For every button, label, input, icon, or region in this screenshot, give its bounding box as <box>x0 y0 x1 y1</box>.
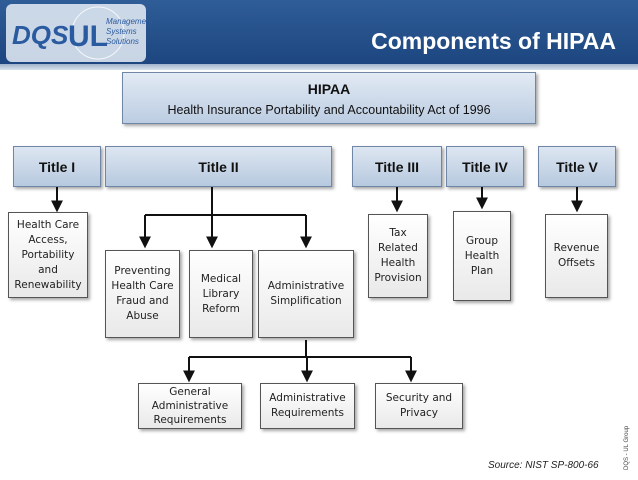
fraud-abuse-box <box>105 250 180 338</box>
title-i-box: Title I <box>13 146 101 187</box>
logo-ul-text: UL <box>68 20 108 53</box>
admin-requirements-box <box>260 383 355 429</box>
logo-sub-3: Solutions <box>106 37 139 46</box>
logo-dqs-text: DQS <box>12 20 69 50</box>
slide-title: Components of HIPAA <box>371 28 616 54</box>
tax-provision-box <box>368 214 428 298</box>
side-watermark-text: DQS - UL Group <box>624 425 630 470</box>
title-v-box: Title V <box>538 146 616 187</box>
tax-provision-label: Tax Related Health Provision <box>374 227 422 284</box>
health-care-access-box <box>8 212 88 298</box>
logo-sub-2: Systems <box>106 27 137 36</box>
hipaa-root-box <box>122 72 536 124</box>
general-admin-box <box>138 383 242 429</box>
title-ii-box: Title II <box>105 146 332 187</box>
fraud-abuse-label: Preventing Health Care Fraud and Abuse <box>111 265 174 322</box>
hipaa-full-name: Health Insurance Portability and Accountability Act of 1996 <box>167 103 491 117</box>
revenue-offsets-box <box>545 214 608 298</box>
side-watermark <box>614 330 634 480</box>
medical-library-box <box>189 250 253 338</box>
title-iv-box: Title IV <box>446 146 524 187</box>
security-privacy-label: Security and Privacy <box>385 392 453 419</box>
source-citation: Source: NIST SP-800-66 <box>488 460 599 471</box>
security-privacy-box <box>375 383 463 429</box>
health-care-access-label: Health Care Access, Portability and Renewability <box>14 218 82 291</box>
logo-sub-1: Management <box>106 17 153 26</box>
admin-requirements-label: Administrative Requirements <box>269 392 346 419</box>
general-admin-label: General Administrative Requirements <box>151 386 229 426</box>
hipaa-name: HIPAA <box>307 81 351 97</box>
admin-simplification-box <box>258 250 354 338</box>
group-health-plan-label: Group Health Plan <box>464 234 500 277</box>
group-health-plan-box <box>453 211 511 301</box>
title-iii-box: Title III <box>352 146 442 187</box>
admin-simplification-label: Administrative Simplification <box>267 280 345 307</box>
medical-library-label: Medical Library Reform <box>200 272 242 315</box>
revenue-offsets-label: Revenue Offsets <box>553 242 600 269</box>
